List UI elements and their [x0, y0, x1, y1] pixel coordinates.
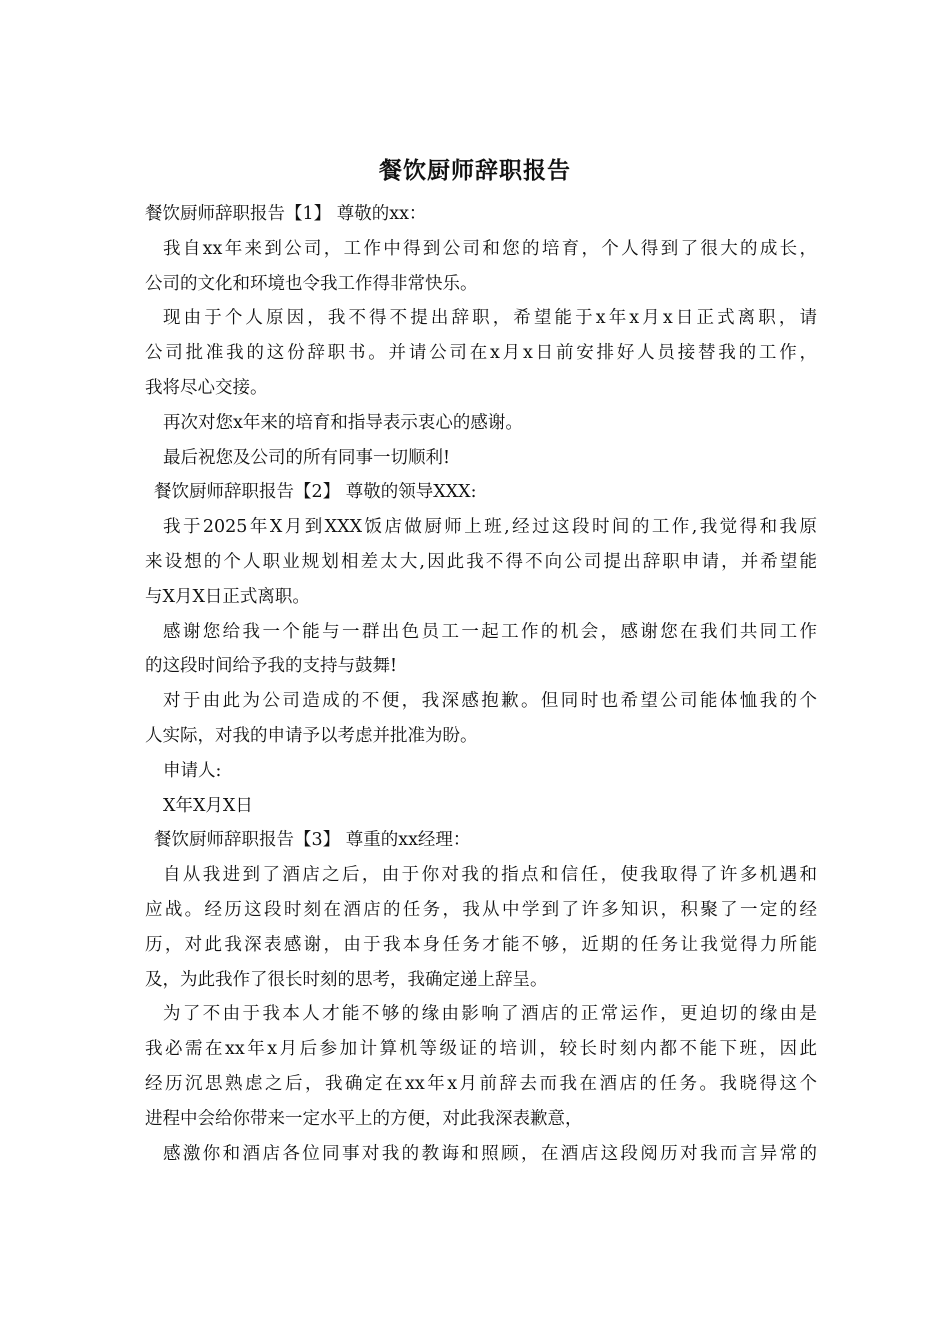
- section-heading-2: 餐饮厨师辞职报告【2】 尊敬的领导XXX:: [154, 482, 477, 503]
- paragraph-line: 最后祝您及公司的所有同事一切顺利!: [163, 447, 451, 468]
- paragraph-line: 人实际，对我的申请予以考虑并批准为盼。: [145, 725, 478, 746]
- paragraph-line: 经历沉思熟虑之后，我确定在xx年x月前辞去而我在酒店的任务。我晓得这个: [145, 1073, 817, 1094]
- paragraph-line: 感谢您给我一个能与一群出色员工一起工作的机会，感谢您在我们共同工作: [163, 621, 817, 642]
- paragraph-line: 来设想的个人职业规划相差太大,因此我不得不向公司提出辞职申请，并希望能: [145, 551, 817, 572]
- paragraph-line: 我必需在xx年x月后参加计算机等级证的培训，较长时刻内都不能下班，因此: [145, 1039, 817, 1060]
- paragraph-line: 对于由此为公司造成的不便，我深感抱歉。但同时也希望公司能体恤我的个: [163, 691, 817, 712]
- document-body: [145, 197, 817, 1171]
- paragraph-line: 历，对此我深表感谢，由于我本身任务才能不够，近期的任务让我觉得力所能: [145, 934, 817, 955]
- section-heading-3: 餐饮厨师辞职报告【3】 尊重的xx经理：: [154, 830, 471, 851]
- paragraph-line: 我于2025年X月到XXX饭店做厨师上班,经过这段时间的工作,我觉得和我原: [163, 517, 817, 538]
- date-line: X年X月X日: [163, 795, 253, 816]
- paragraph-line: 公司批准我的这份辞职书。并请公司在x月x日前安排好人员接替我的工作，: [145, 343, 817, 364]
- paragraph-line: 与X月X日正式离职。: [145, 586, 310, 607]
- section-heading-1: 餐饮厨师辞职报告【1】 尊敬的xx：: [145, 204, 427, 224]
- page-title: 餐饮厨师辞职报告: [379, 157, 571, 184]
- paragraph-line: 感激你和酒店各位同事对我的教诲和照顾，在酒店这段阅历对我而言异常的: [163, 1143, 817, 1164]
- paragraph-line: 进程中会给你带来一定水平上的方便，对此我深表歉意，: [145, 1108, 583, 1129]
- paragraph-line: 再次对您x年来的培育和指导表示衷心的感谢。: [163, 412, 523, 433]
- paragraph-line: 的这段时间给予我的支持与鼓舞!: [145, 656, 398, 677]
- paragraph-line: 应战。经历这段时刻在酒店的任务，我从中学到了许多知识，积聚了一定的经: [145, 899, 817, 920]
- applicant-label: 申请人:: [163, 760, 222, 781]
- paragraph-line: 公司的文化和环境也令我工作得非常快乐。: [145, 273, 478, 294]
- paragraph-line: 及，为此我作了很长时刻的思考，我确定递上辞呈。: [145, 969, 548, 990]
- paragraph-line: 为了不由于我本人才能不够的缘由影响了酒店的正常运作，更迫切的缘由是: [163, 1004, 817, 1025]
- paragraph-line: 我自xx年来到公司，工作中得到公司和您的培育，个人得到了很大的成长，: [163, 238, 817, 259]
- paragraph-line: 自从我进到了酒店之后，由于你对我的指点和信任，使我取得了许多机遇和: [163, 865, 817, 886]
- paragraph-line: 现由于个人原因，我不得不提出辞职，希望能于x年x月x日正式离职，请: [163, 308, 817, 329]
- paragraph-line: 我将尽心交接。: [145, 377, 268, 398]
